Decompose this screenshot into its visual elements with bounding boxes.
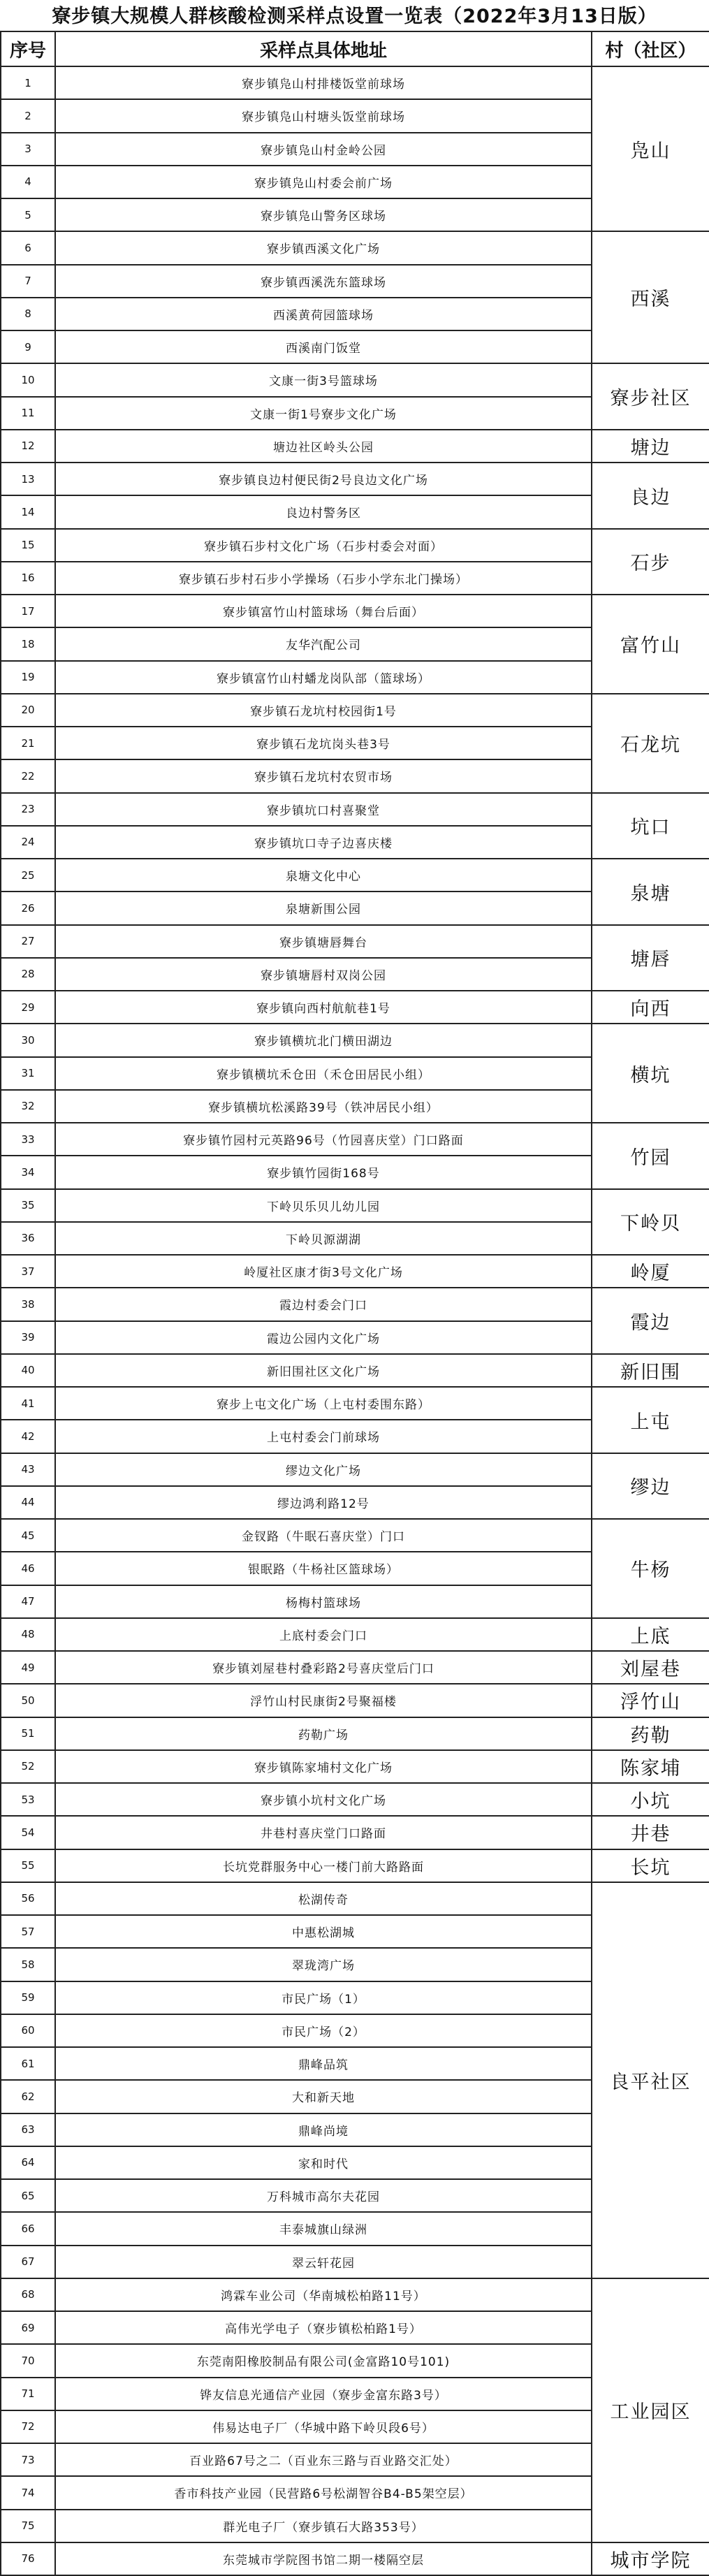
row-seq: 13 [1,463,55,495]
row-address: 寮步镇凫山村排楼饭堂前球场 [55,66,592,99]
row-address: 良边村警务区 [55,495,592,528]
row-address: 寮步镇西溪洗东篮球场 [55,265,592,298]
row-address: 寮步镇富竹山村蟠龙岗队部（篮球场） [55,661,592,694]
table-row [1,1519,709,1552]
row-seq: 17 [1,595,55,627]
row-village: 西溪 [592,231,709,363]
row-seq: 20 [1,694,55,727]
row-seq: 29 [1,991,55,1024]
row-seq: 18 [1,627,55,660]
row-seq: 59 [1,1981,55,2014]
row-address: 寮步镇凫山村委会前广场 [55,166,592,198]
row-address: 中惠松湖城 [55,1915,592,1948]
row-village: 霞边 [592,1288,709,1354]
row-address: 西溪黄荷园篮球场 [55,298,592,330]
row-seq: 60 [1,2014,55,2047]
row-address: 岭厦社区康才街3号文化广场 [55,1255,592,1288]
row-address: 寮步镇坑口村喜聚堂 [55,793,592,826]
row-seq: 22 [1,759,55,792]
row-address: 下岭贝源湖湖 [55,1222,592,1255]
row-seq: 68 [1,2278,55,2311]
row-village: 石龙坑 [592,694,709,793]
row-address: 井巷村喜庆堂门口路面 [55,1816,592,1849]
row-address: 寮步镇向西村航航巷1号 [55,991,592,1024]
row-address: 浮竹山村民康街2号聚福楼 [55,1684,592,1717]
table-row [1,1684,709,1717]
table-row [1,1618,709,1651]
table-row [1,1354,709,1387]
row-village: 向西 [592,991,709,1024]
table-row [1,2542,709,2575]
table-row [1,859,709,892]
table-row [1,1651,709,1684]
row-address: 寮步镇石龙坑岗头巷3号 [55,727,592,759]
row-village: 小坑 [592,1783,709,1816]
row-village: 城市学院 [592,2542,709,2575]
row-address: 铧友信息光通信产业园（寮步金富东路3号） [55,2378,592,2410]
row-address: 寮步镇富竹山村篮球场（舞台后面） [55,595,592,627]
row-address: 寮步镇西溪文化广场 [55,231,592,264]
table-row [1,1288,709,1320]
row-seq: 12 [1,430,55,463]
row-seq: 33 [1,1123,55,1156]
row-seq: 65 [1,2179,55,2212]
row-seq: 72 [1,2410,55,2443]
row-address: 塘边社区岭头公园 [55,430,592,463]
row-village: 泉塘 [592,859,709,925]
row-seq: 40 [1,1354,55,1387]
row-address: 新旧围社区文化广场 [55,1354,592,1387]
table-row [1,1783,709,1816]
row-seq: 30 [1,1024,55,1056]
row-address: 寮步镇石龙坑村校园街1号 [55,694,592,727]
row-address: 寮步镇横坑松溪路39号（铁冲居民小组） [55,1090,592,1123]
row-address: 杨梅村篮球场 [55,1585,592,1618]
row-seq: 11 [1,397,55,430]
row-address: 上屯村委会门前球场 [55,1420,592,1453]
row-seq: 10 [1,363,55,396]
table-row [1,66,709,99]
row-village: 塘唇 [592,925,709,991]
row-address: 市民广场（2） [55,2014,592,2047]
row-address: 西溪南门饭堂 [55,330,592,363]
row-address: 翠珑湾广场 [55,1948,592,1981]
row-address: 大和新天地 [55,2080,592,2113]
row-seq: 19 [1,661,55,694]
table-row [1,1387,709,1420]
row-village: 长坑 [592,1849,709,1882]
row-seq: 38 [1,1288,55,1320]
row-seq: 16 [1,562,55,595]
row-address: 松湖传奇 [55,1882,592,1915]
row-seq: 24 [1,826,55,859]
row-seq: 3 [1,133,55,166]
row-seq: 54 [1,1816,55,1849]
row-address: 东莞城市学院图书馆二期一楼隔空层 [55,2542,592,2575]
row-village: 上屯 [592,1387,709,1453]
row-address: 金钗路（牛眠石喜庆堂）门口 [55,1519,592,1552]
row-village: 寮步社区 [592,363,709,430]
row-seq: 35 [1,1189,55,1222]
row-address: 寮步镇石步村石步小学操场（石步小学东北门操场） [55,562,592,595]
table-row [1,793,709,826]
row-seq: 62 [1,2080,55,2113]
row-address: 霞边村委会门口 [55,1288,592,1320]
row-seq: 28 [1,958,55,991]
table-row [1,363,709,396]
row-seq: 69 [1,2311,55,2344]
row-seq: 52 [1,1750,55,1783]
row-address: 上底村委会门口 [55,1618,592,1651]
row-address: 寮步镇横坑禾仓田（禾仓田居民小组） [55,1057,592,1090]
row-address: 长坑党群服务中心一楼门前大路路面 [55,1849,592,1882]
row-address: 寮步镇小坑村文化广场 [55,1783,592,1816]
row-address: 东莞南阳橡胶制品有限公司(金富路10号101) [55,2344,592,2377]
table-row [1,463,709,495]
table-row [1,1717,709,1750]
table-row [1,1750,709,1783]
row-address: 丰泰城旗山绿洲 [55,2212,592,2245]
table-row [1,1816,709,1849]
row-address: 寮步镇陈家埔村文化广场 [55,1750,592,1783]
row-address: 市民广场（1） [55,1981,592,2014]
row-seq: 48 [1,1618,55,1651]
row-address: 文康一街1号寮步文化广场 [55,397,592,430]
row-address: 寮步镇竹园街168号 [55,1156,592,1188]
row-address: 翠云轩花园 [55,2246,592,2278]
row-address: 鼎峰品筑 [55,2047,592,2080]
row-seq: 9 [1,330,55,363]
row-village: 药勒 [592,1717,709,1750]
row-village: 横坑 [592,1024,709,1123]
row-seq: 1 [1,66,55,99]
table-row [1,1453,709,1486]
row-seq: 67 [1,2246,55,2278]
row-seq: 70 [1,2344,55,2377]
table-row [1,1255,709,1288]
row-seq: 39 [1,1321,55,1354]
row-seq: 6 [1,231,55,264]
row-seq: 64 [1,2146,55,2179]
table-row [1,1123,709,1156]
row-seq: 55 [1,1849,55,1882]
row-address: 友华汽配公司 [55,627,592,660]
row-address: 万科城市高尔夫花园 [55,2179,592,2212]
row-address: 鼎峰尚境 [55,2113,592,2146]
row-seq: 74 [1,2476,55,2509]
row-seq: 7 [1,265,55,298]
header-seq: 序号 [1,31,55,66]
row-seq: 21 [1,727,55,759]
table-row [1,1882,709,1915]
row-seq: 56 [1,1882,55,1915]
row-village: 上底 [592,1618,709,1651]
row-address: 高伟光学电子（寮步镇松柏路1号） [55,2311,592,2344]
row-village: 刘屋巷 [592,1651,709,1684]
row-seq: 43 [1,1453,55,1486]
table-row [1,694,709,727]
row-village: 浮竹山 [592,1684,709,1717]
row-address: 寮步镇良边村便民街2号良边文化广场 [55,463,592,495]
row-seq: 63 [1,2113,55,2146]
row-address: 寮步镇石步村文化广场（石步村委会对面） [55,529,592,562]
row-seq: 15 [1,529,55,562]
row-address: 群光电子厂（寮步镇石大路353号） [55,2510,592,2542]
header-address: 采样点具体地址 [55,31,592,66]
table-header-row [1,31,709,66]
table-row [1,1189,709,1222]
row-address: 泉塘新围公园 [55,892,592,924]
row-address: 文康一街3号篮球场 [55,363,592,396]
row-village: 井巷 [592,1816,709,1849]
row-address: 香市科技产业园（民营路6号松湖智谷B4-B5架空层） [55,2476,592,2509]
table-row [1,595,709,627]
row-address: 寮步镇塘唇村双岗公园 [55,958,592,991]
row-village: 塘边 [592,430,709,463]
row-seq: 27 [1,925,55,958]
row-address: 家和时代 [55,2146,592,2179]
table-row [1,1849,709,1882]
row-address: 寮步镇横坑北门横田湖边 [55,1024,592,1056]
row-seq: 75 [1,2510,55,2542]
row-address: 缪边文化广场 [55,1453,592,1486]
table-row [1,430,709,463]
sampling-sites-table [0,31,709,2576]
row-address: 寮步镇竹园村元英路96号（竹园喜庆堂）门口路面 [55,1123,592,1156]
row-seq: 71 [1,2378,55,2410]
row-seq: 14 [1,495,55,528]
row-village: 富竹山 [592,595,709,694]
row-village: 石步 [592,529,709,595]
row-seq: 73 [1,2443,55,2476]
row-village: 工业园区 [592,2278,709,2542]
row-seq: 49 [1,1651,55,1684]
table-row [1,991,709,1024]
row-seq: 5 [1,198,55,231]
row-address: 霞边公园内文化广场 [55,1321,592,1354]
row-seq: 31 [1,1057,55,1090]
row-village: 下岭贝 [592,1189,709,1256]
row-address: 伟易达电子厂（华城中路下岭贝段6号） [55,2410,592,2443]
row-address: 寮步镇石龙坑村农贸市场 [55,759,592,792]
table-row [1,2278,709,2311]
row-village: 缪边 [592,1453,709,1520]
row-address: 银眠路（牛杨社区篮球场） [55,1552,592,1585]
row-seq: 46 [1,1552,55,1585]
row-address: 百业路67号之二（百业东三路与百业路交汇处） [55,2443,592,2476]
row-village: 坑口 [592,793,709,859]
row-seq: 47 [1,1585,55,1618]
row-seq: 32 [1,1090,55,1123]
row-seq: 4 [1,166,55,198]
row-address: 下岭贝乐贝儿幼儿园 [55,1189,592,1222]
table-row [1,231,709,264]
row-address: 寮步镇刘屋巷村叠彩路2号喜庆堂后门口 [55,1651,592,1684]
row-address: 寮步上屯文化广场（上屯村委围东路） [55,1387,592,1420]
row-seq: 58 [1,1948,55,1981]
row-seq: 50 [1,1684,55,1717]
row-seq: 66 [1,2212,55,2245]
row-seq: 23 [1,793,55,826]
row-seq: 44 [1,1486,55,1519]
row-seq: 34 [1,1156,55,1188]
row-village: 良平社区 [592,1882,709,2278]
table-body [1,66,709,2575]
row-address: 寮步镇凫山村塘头饭堂前球场 [55,99,592,132]
row-village: 牛杨 [592,1519,709,1618]
row-village: 陈家埔 [592,1750,709,1783]
row-address: 缪边鸿利路12号 [55,1486,592,1519]
row-address: 寮步镇凫山警务区球场 [55,198,592,231]
row-seq: 37 [1,1255,55,1288]
row-address: 寮步镇凫山村金岭公园 [55,133,592,166]
table-row [1,1024,709,1056]
row-seq: 76 [1,2542,55,2575]
row-seq: 53 [1,1783,55,1816]
row-seq: 42 [1,1420,55,1453]
row-village: 竹园 [592,1123,709,1189]
row-seq: 8 [1,298,55,330]
row-address: 寮步镇塘唇舞台 [55,925,592,958]
header-village: 村（社区） [592,31,709,66]
row-village: 良边 [592,463,709,529]
row-seq: 41 [1,1387,55,1420]
row-seq: 36 [1,1222,55,1255]
row-seq: 61 [1,2047,55,2080]
row-seq: 26 [1,892,55,924]
table-row [1,925,709,958]
row-village: 岭厦 [592,1255,709,1288]
row-address: 泉塘文化中心 [55,859,592,892]
row-seq: 2 [1,99,55,132]
row-village: 凫山 [592,66,709,231]
row-seq: 57 [1,1915,55,1948]
row-seq: 45 [1,1519,55,1552]
row-address: 药勒广场 [55,1717,592,1750]
row-seq: 25 [1,859,55,892]
row-village: 新旧围 [592,1354,709,1387]
row-address: 鸿霖车业公司（华南城松柏路11号） [55,2278,592,2311]
table-row [1,529,709,562]
page-title: 寮步镇大规模人群核酸检测采样点设置一览表（2022年3月13日版） [52,5,657,27]
row-seq: 51 [1,1717,55,1750]
row-address: 寮步镇坑口寺子边喜庆楼 [55,826,592,859]
